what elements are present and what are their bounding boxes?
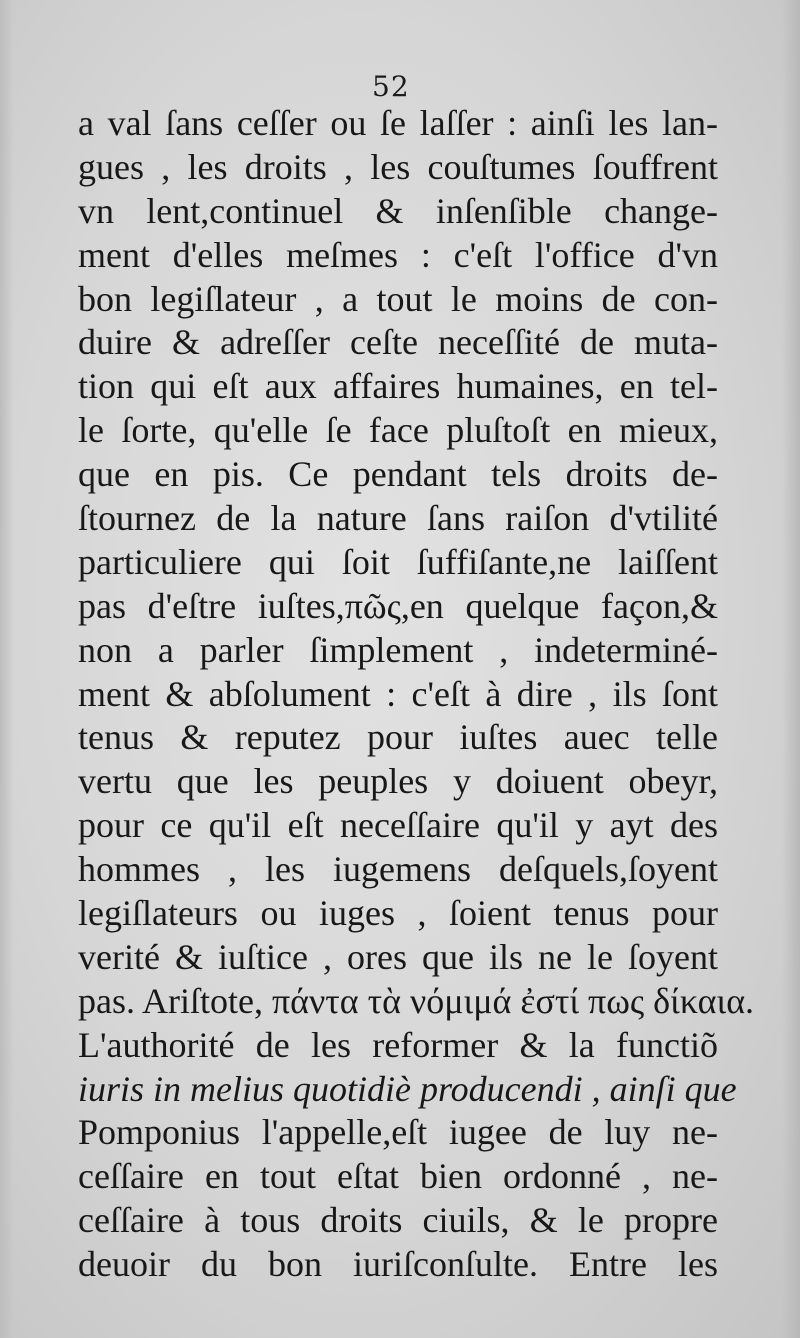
text-line: vn lent,continuel & inſenſible change- — [78, 190, 718, 231]
text-line: que en pis. Ce pendant tels droits de- — [78, 454, 718, 495]
page-number: 52 — [372, 70, 410, 103]
text-line: deuoir du bon iuriſconſulte. Entre les — [78, 1244, 718, 1285]
text-line: ment & abſolument : c'eſt à dire , ils ſont — [78, 673, 718, 714]
page-edge-left — [0, 0, 14, 1338]
text-line: le ſorte, qu'elle ſe face pluſtoſt en mieux, — [78, 410, 718, 451]
text-line: Pomponius l'appelle,eſt iugee de luy ne- — [78, 1112, 718, 1153]
text-line: ſtournez de la nature ſans raiſon d'vtilité — [78, 498, 718, 539]
text-line: vertu que les peuples y doiuent obeyr, — [78, 761, 718, 802]
text-line: a val ſans ceſſer ou ſe laſſer : ainſi les lan- — [78, 103, 718, 143]
text-line: tenus & reputez pour iuſtes auec telle — [78, 717, 718, 758]
text-line: legiſlateurs ou iuges , ſoient tenus pour — [78, 893, 718, 934]
text-line-latin-quote: iuris in melius quotidiè producendi , ainſi que — [78, 1068, 737, 1109]
text-line: ceſſaire à tous droits ciuils, & le propre — [78, 1200, 718, 1241]
text-line: pour ce qu'il eſt neceſſaire qu'il y ayt des — [78, 805, 718, 846]
text-line: particuliere qui ſoit ſuffiſante,ne laiſſent — [78, 541, 718, 582]
body-text — [78, 102, 755, 1287]
text-line: bon legiſlateur , a tout le moins de con- — [78, 278, 718, 319]
text-line: gues , les droits , les couſtumes ſouffrent — [78, 146, 718, 187]
page-edge-right — [782, 0, 800, 1338]
text-line: L'authorité de les reformer & la functiõ — [78, 1024, 718, 1065]
text-line: hommes , les iugemens deſquels,ſoyent — [78, 849, 718, 890]
text-line: ceſſaire en tout eſtat bien ordonné , ne- — [78, 1156, 718, 1197]
text-line: non a parler ſimplement , indeterminé- — [78, 629, 718, 670]
text-line: duire & adreſſer ceſte neceſſité de muta- — [78, 322, 718, 363]
text-line: tion qui eſt aux affaires humaines, en tel- — [78, 366, 718, 407]
text-line: verité & iuſtice , ores que ils ne le ſoyent — [78, 936, 718, 977]
text-line-greek-quote: pas. Ariſtote, πάντα τὰ νόμιμά ἐστί πως δίκαια. — [78, 980, 755, 1021]
text-line: ment d'elles meſmes : c'eſt l'office d'vn — [78, 234, 718, 275]
text-line: pas d'eſtre iuſtes,πῶς,en quelque façon,& — [78, 585, 718, 626]
